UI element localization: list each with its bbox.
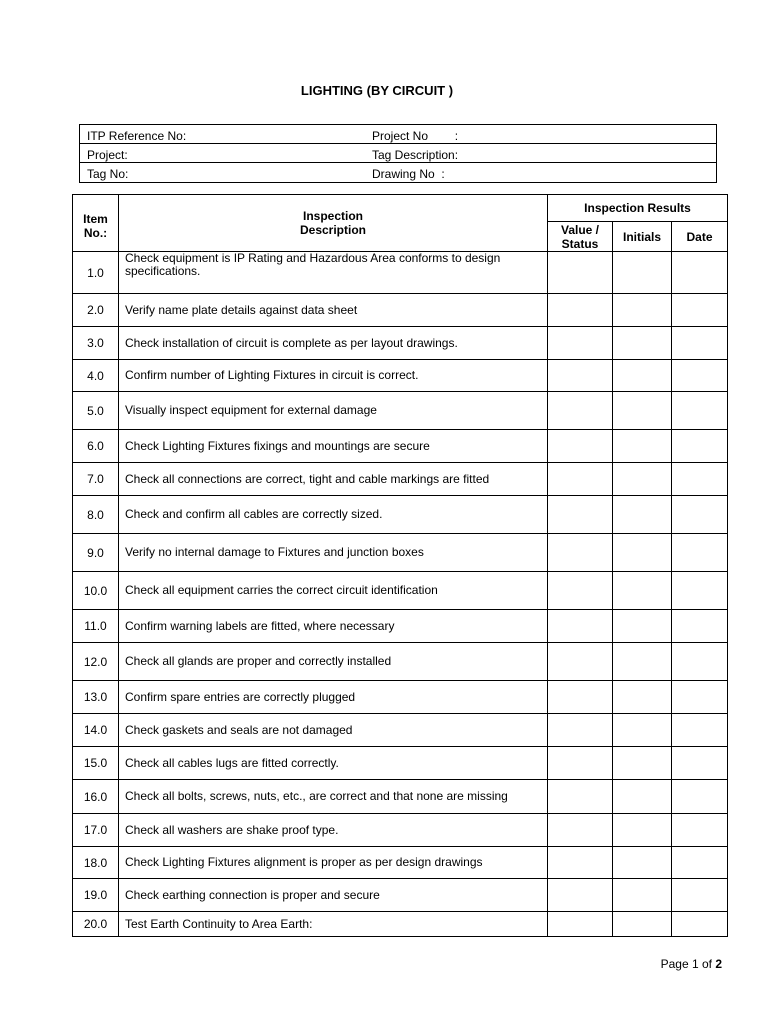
inspection-description: Check earthing connection is proper and secure (119, 879, 548, 912)
initials-cell[interactable] (613, 463, 672, 496)
inspection-description-header: Inspection Description (119, 195, 548, 252)
table-row (73, 681, 728, 714)
value-status-header: Value / Status (548, 222, 613, 252)
initials-cell[interactable] (613, 847, 672, 879)
project-no-label: Project No : (372, 129, 459, 143)
item-number: 19.0 (73, 879, 119, 912)
inspection-description: Check all washers are shake proof type. (119, 814, 548, 847)
date-cell[interactable] (672, 496, 728, 534)
value-status-cell[interactable] (548, 496, 613, 534)
value-status-cell[interactable] (548, 814, 613, 847)
inspection-description: Check all bolts, screws, nuts, etc., are correct and that none are missing (119, 780, 548, 814)
value-status-cell[interactable] (548, 847, 613, 879)
item-number: 3.0 (73, 327, 119, 360)
inspection-description: Check all equipment carries the correct circuit identification (119, 572, 548, 610)
inspection-description: Check equipment is IP Rating and Hazardous Area conforms to design specifications. (119, 252, 548, 294)
date-cell[interactable] (672, 610, 728, 643)
inspection-description: Visually inspect equipment for external damage (119, 392, 548, 430)
tag-no-label: Tag No: (87, 167, 129, 181)
table-row (73, 327, 728, 360)
table-row (73, 392, 728, 430)
table-row (73, 463, 728, 496)
value-status-cell[interactable] (548, 392, 613, 430)
initials-cell[interactable] (613, 294, 672, 327)
item-number: 18.0 (73, 847, 119, 879)
table-row (73, 847, 728, 879)
value-status-cell[interactable] (548, 610, 613, 643)
page-number-total: 2 (715, 957, 722, 971)
item-number: 9.0 (73, 534, 119, 572)
page-number (661, 957, 722, 971)
value-status-cell[interactable] (548, 294, 613, 327)
initials-cell[interactable] (613, 780, 672, 814)
value-status-cell[interactable] (548, 360, 613, 392)
date-cell[interactable] (672, 814, 728, 847)
initials-cell[interactable] (613, 360, 672, 392)
date-cell[interactable] (672, 681, 728, 714)
inspection-results-header: Inspection Results (548, 195, 728, 222)
initials-cell[interactable] (613, 610, 672, 643)
item-number: 5.0 (73, 392, 119, 430)
table-row (73, 252, 728, 294)
initials-cell[interactable] (613, 714, 672, 747)
date-cell[interactable] (672, 430, 728, 463)
item-number: 17.0 (73, 814, 119, 847)
inspection-description: Verify no internal damage to Fixtures and junction boxes (119, 534, 548, 572)
item-number: 16.0 (73, 780, 119, 814)
table-row (73, 780, 728, 814)
item-number: 13.0 (73, 681, 119, 714)
value-status-cell[interactable] (548, 534, 613, 572)
date-cell[interactable] (672, 780, 728, 814)
inspection-description: Confirm number of Lighting Fixtures in circuit is correct. (119, 360, 548, 392)
inspection-table (72, 194, 728, 937)
value-status-cell[interactable] (548, 747, 613, 780)
item-number: 2.0 (73, 294, 119, 327)
item-no-header: Item No.: (73, 195, 119, 252)
inspection-description: Check gaskets and seals are not damaged (119, 714, 548, 747)
value-status-cell[interactable] (548, 252, 613, 294)
date-cell[interactable] (672, 360, 728, 392)
item-number: 6.0 (73, 430, 119, 463)
value-status-cell[interactable] (548, 780, 613, 814)
tag-description-label: Tag Description: (372, 148, 459, 162)
initials-cell[interactable] (613, 430, 672, 463)
item-number: 4.0 (73, 360, 119, 392)
item-number: 8.0 (73, 496, 119, 534)
document-title: LIGHTING (BY CIRCUIT ) (300, 83, 454, 98)
value-status-cell[interactable] (548, 327, 613, 360)
info-row-2 (80, 144, 716, 163)
date-cell[interactable] (672, 392, 728, 430)
date-header: Date (672, 222, 728, 252)
date-cell[interactable] (672, 747, 728, 780)
inspection-description: Test Earth Continuity to Area Earth: (119, 912, 548, 937)
inspection-description: Check and confirm all cables are correctly sized. (119, 496, 548, 534)
initials-cell[interactable] (613, 681, 672, 714)
table-row (73, 814, 728, 847)
initials-cell[interactable] (613, 534, 672, 572)
date-cell[interactable] (672, 912, 728, 937)
table-row (73, 294, 728, 327)
initials-cell[interactable] (613, 572, 672, 610)
itp-reference-label: ITP Reference No: (87, 129, 187, 143)
item-number: 12.0 (73, 643, 119, 681)
date-cell[interactable] (672, 714, 728, 747)
inspection-description: Check installation of circuit is complete as per layout drawings. (119, 327, 548, 360)
item-number: 20.0 (73, 912, 119, 937)
initials-cell[interactable] (613, 392, 672, 430)
inspection-description: Confirm spare entries are correctly plugged (119, 681, 548, 714)
item-number: 7.0 (73, 463, 119, 496)
drawing-no-label: Drawing No : (372, 167, 445, 181)
initials-cell[interactable] (613, 252, 672, 294)
inspection-description: Check all glands are proper and correctly installed (119, 643, 548, 681)
initials-cell[interactable] (613, 879, 672, 912)
date-cell[interactable] (672, 327, 728, 360)
table-row (73, 912, 728, 937)
value-status-cell[interactable] (548, 714, 613, 747)
date-cell[interactable] (672, 463, 728, 496)
item-number: 11.0 (73, 610, 119, 643)
inspection-description: Check Lighting Fixtures alignment is proper as per design drawings (119, 847, 548, 879)
inspection-description: Check Lighting Fixtures fixings and mountings are secure (119, 430, 548, 463)
initials-cell[interactable] (613, 643, 672, 681)
value-status-cell[interactable] (548, 643, 613, 681)
table-row (73, 496, 728, 534)
item-number: 14.0 (73, 714, 119, 747)
item-number: 15.0 (73, 747, 119, 780)
initials-cell[interactable] (613, 496, 672, 534)
table-row (73, 360, 728, 392)
date-cell[interactable] (672, 847, 728, 879)
project-label: Project: (87, 148, 128, 162)
item-number: 1.0 (73, 252, 119, 294)
item-number: 10.0 (73, 572, 119, 610)
table-row (73, 430, 728, 463)
value-status-cell[interactable] (548, 879, 613, 912)
initials-cell[interactable] (613, 747, 672, 780)
date-cell[interactable] (672, 643, 728, 681)
header-info-box (79, 124, 717, 183)
table-row (73, 714, 728, 747)
inspection-description: Check all cables lugs are fitted correctly. (119, 747, 548, 780)
page-number-prefix: Page 1 of (660, 957, 716, 971)
inspection-description: Check all connections are correct, tight and cable markings are fitted (119, 463, 548, 496)
date-cell[interactable] (672, 534, 728, 572)
initials-cell[interactable] (613, 814, 672, 847)
table-row (73, 747, 728, 780)
inspection-description: Verify name plate details against data sheet (119, 294, 548, 327)
table-row (73, 534, 728, 572)
date-cell[interactable] (672, 294, 728, 327)
table-row (73, 572, 728, 610)
value-status-cell[interactable] (548, 430, 613, 463)
initials-cell[interactable] (613, 327, 672, 360)
info-row-3 (80, 163, 716, 182)
value-status-cell[interactable] (548, 912, 613, 937)
date-cell[interactable] (672, 252, 728, 294)
table-row (73, 879, 728, 912)
value-status-cell[interactable] (548, 463, 613, 496)
initials-header: Initials (613, 222, 672, 252)
value-status-cell[interactable] (548, 572, 613, 610)
info-row-1 (80, 125, 716, 144)
inspection-description: Confirm warning labels are fitted, where necessary (119, 610, 548, 643)
date-cell[interactable] (672, 572, 728, 610)
table-row (73, 643, 728, 681)
initials-cell[interactable] (613, 912, 672, 937)
value-status-cell[interactable] (548, 681, 613, 714)
table-row (73, 610, 728, 643)
date-cell[interactable] (672, 879, 728, 912)
